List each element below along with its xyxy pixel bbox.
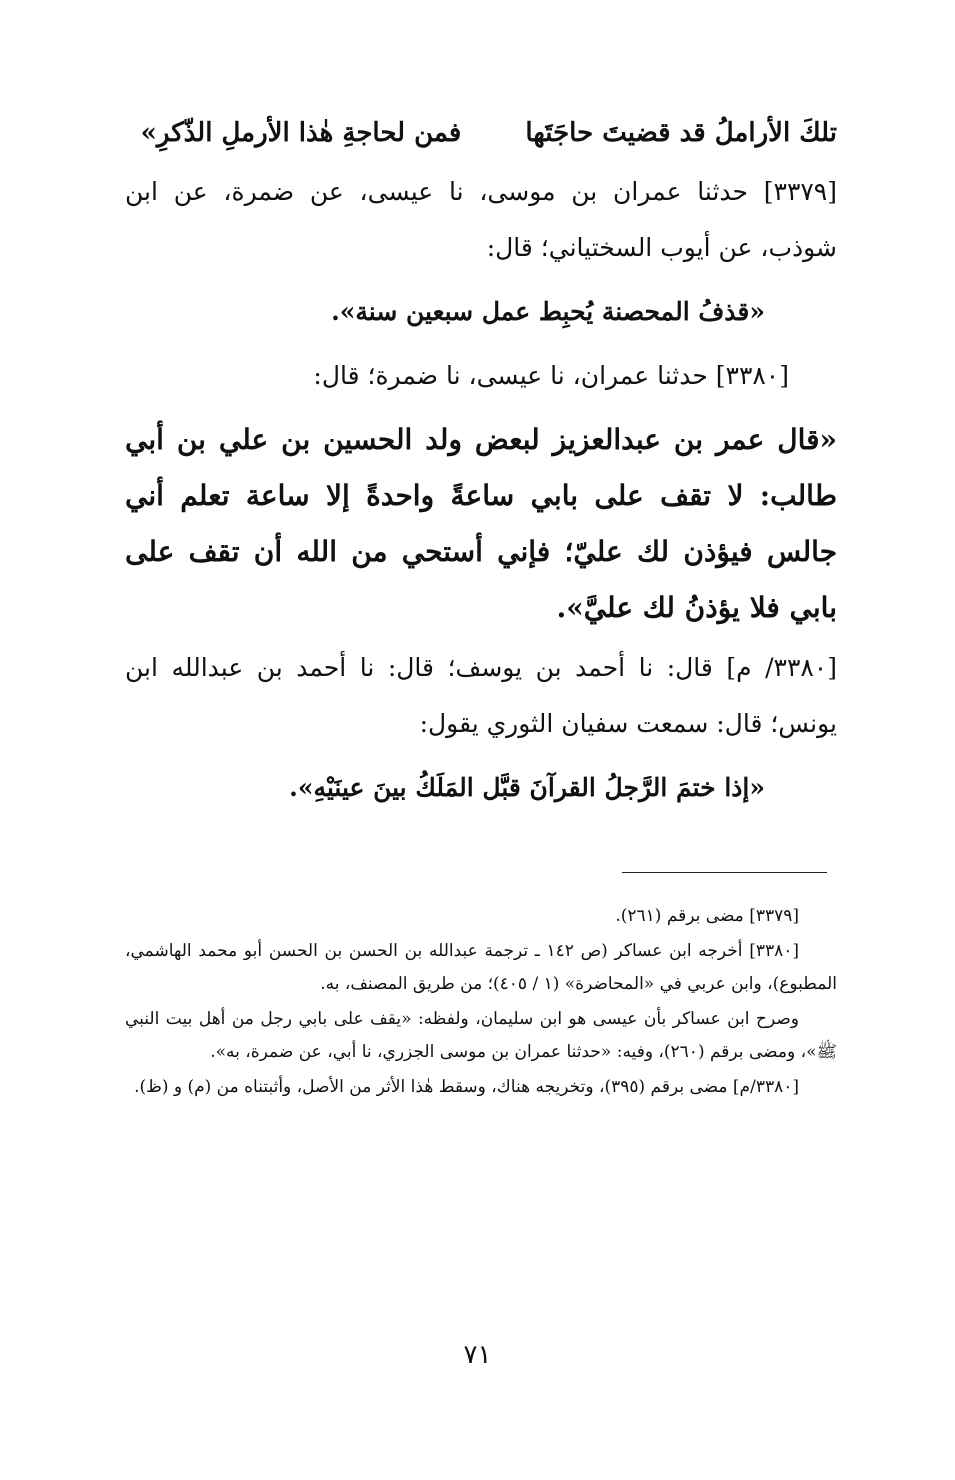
isnad-3380: [٣٣٨٠] حدثنا عمران، نا عيسى، نا ضمرة؛ قال: <box>313 361 789 390</box>
verse-hemistich-1: تلكَ الأراملُ قد قضيتَ حاجَتَها <box>525 118 837 148</box>
footnote-divider <box>622 872 827 873</box>
footnote-3380m: [٣٣٨٠/م] مضى برقم (٣٩٥)، وتخريجه هناك، وسقط هٰذا الأثر من الأصل، وأثبتناه من (م) و (ظ). <box>134 1077 799 1097</box>
footnote-3379: [٣٣٧٩] مضى برقم (٢٦١). <box>615 906 799 926</box>
footnotes <box>125 900 837 1106</box>
footnote-3380-continued: وصرح ابن عساكر بأن عيسى هو ابن سليمان، ولفظه: «يقف على بابي رجل من أهل بيت النبي ﷺ»، ومضى برقم (٢٦٠)، وفيه: «حدثنا عمران بن موسى الجزري، نا أبي، عن ضمرة، به». <box>125 1009 837 1062</box>
main-text <box>125 108 837 824</box>
isnad-3379: [٣٣٧٩] حدثنا عمران بن موسى، نا عيسى، عن ضمرة، عن ابن شوذب، عن أيوب السختياني؛ قال: <box>125 177 837 262</box>
quote-3379: «قذفُ المحصنة يُحبِط عمل سبعين سنة». <box>331 297 765 326</box>
poetry-verse <box>125 108 837 164</box>
footnote-3380: [٣٣٨٠] أخرجه ابن عساكر (ص ١٤٢ ـ ترجمة عبدالله بن الحسن بن الحسن أبو محمد الهاشمي، المطبوع)، وابن عربي في «المحاضرة» (١ / ٤٠٥)؛ من طريق المصنف، به. <box>125 941 837 994</box>
isnad-3380m: [٣٣٨٠/ م] قال: نا أحمد بن يوسف؛ قال: نا أحمد بن عبدالله ابن يونس؛ قال: سمعت سفيان الثوري يقول: <box>125 653 837 738</box>
quote-3380m: «إذا ختمَ الرَّجلُ القرآنَ قبَّل المَلَكُ بينَ عينَيْهِ». <box>289 773 765 802</box>
page-number: ٧١ <box>463 1340 492 1370</box>
verse-hemistich-2: فمن لحاجةِ هٰذا الأرملِ الذّكرِ» <box>140 118 462 148</box>
quote-3380: «قال عمر بن عبدالعزيز لبعض ولد الحسين بن علي بن أبي طالب: لا تقف على بابي ساعةً واحدةً إلا ساعة تعلم أني جالس فيؤذن لك عليّ؛ فإني أستحي من الله أن تقف على بابي فلا يؤذنُ لك عليَّ». <box>125 423 837 624</box>
